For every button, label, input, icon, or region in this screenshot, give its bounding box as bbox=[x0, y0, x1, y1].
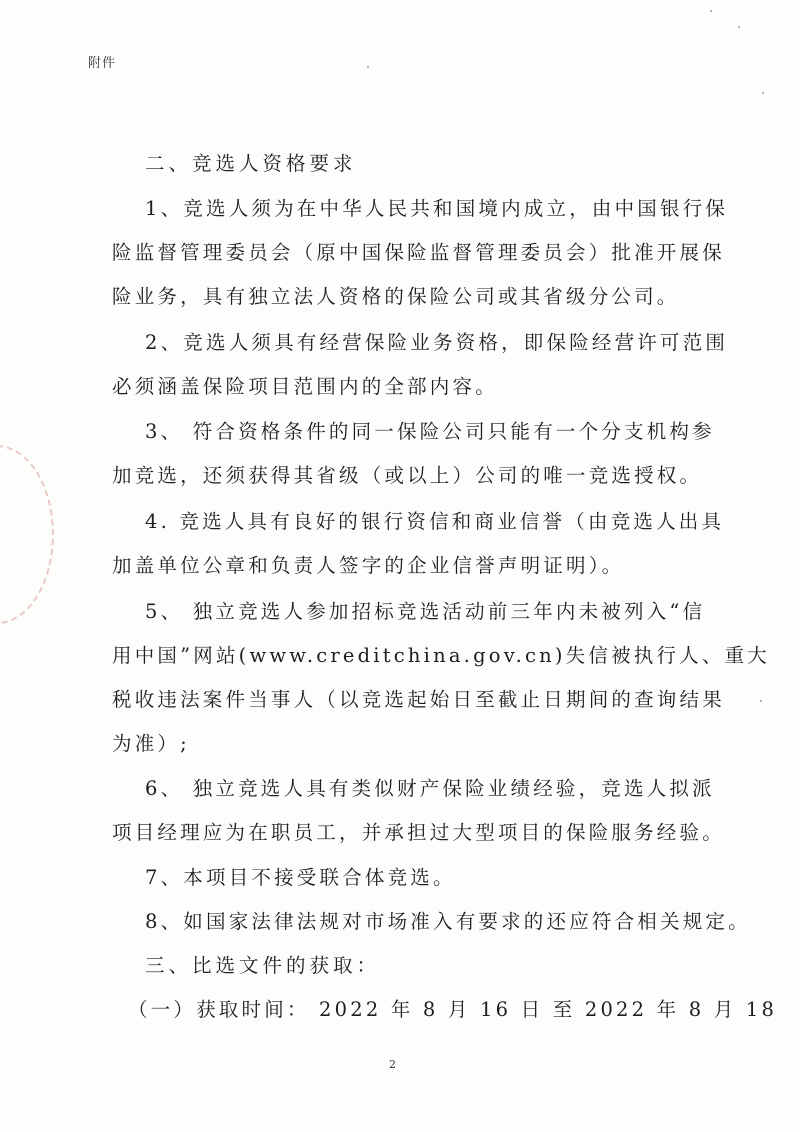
clause-3-line-1: 3、 符合资格条件的同一保险公司只能有一个分支机构参 bbox=[145, 420, 715, 443]
clause-5-line-4: 为准）; bbox=[112, 732, 190, 755]
clause-1-line-1: 1、竞选人须为在中华人民共和国境内成立，由中国银行保 bbox=[145, 197, 729, 220]
clause-1-line-3: 险业务，具有独立法人资格的保险公司或其省级分公司。 bbox=[112, 285, 680, 308]
scan-speck bbox=[738, 26, 740, 28]
scan-speck bbox=[367, 66, 369, 68]
clause-5-line-1: 5、 独立竞选人参加招标竞选活动前三年内未被列入“信 bbox=[145, 600, 706, 623]
section-2-heading: 二、竞选人资格要求 bbox=[145, 152, 357, 175]
clause-6-line-1: 6、 独立竞选人具有类似财产保险业绩经验，竞选人拟派 bbox=[145, 777, 715, 800]
page-number: 2 bbox=[389, 1058, 396, 1071]
scan-speck bbox=[710, 10, 712, 12]
section-3-heading: 三、比选文件的获取： bbox=[145, 954, 381, 977]
clause-2-line-2: 必须涵盖保险项目范围内的全部内容。 bbox=[112, 375, 498, 398]
clause-6-line-2: 项目经理应为在职员工，并承担过大型项目的保险服务经验。 bbox=[112, 821, 725, 844]
scan-speck bbox=[760, 700, 762, 702]
clause-8: 8、如国家法律法规对市场准入有要求的还应符合相关规定。 bbox=[145, 910, 751, 933]
clause-4-line-2: 加盖单位公章和负责人签字的企业信誉声明证明）。 bbox=[112, 554, 625, 577]
clause-3-line-2: 加竞选，还须获得其省级（或以上）公司的唯一竞选授权。 bbox=[112, 464, 703, 487]
clause-7: 7、本项目不接受联合体竞选。 bbox=[145, 866, 456, 889]
attachment-label: 附件 bbox=[88, 56, 117, 71]
scan-speck bbox=[762, 92, 764, 94]
clause-4-line-1: 4. 竞选人具有良好的银行资信和商业信誉（由竞选人出具 bbox=[145, 510, 725, 533]
red-seal-stamp-partial bbox=[0, 445, 54, 624]
clause-5-line-2: 用中国”网站(www.creditchina.gov.cn)失信被执行人、重大 bbox=[112, 644, 770, 667]
clause-2-line-1: 2、竞选人须具有经营保险业务资格，即保险经营许可范围 bbox=[145, 331, 729, 354]
clause-1-line-2: 险监督管理委员会（原中国保险监督管理委员会）批准开展保 bbox=[112, 241, 725, 264]
acquisition-time-line: （一）获取时间： 2022 年 8 月 16 日 至 2022 年 8 月 18 bbox=[128, 998, 778, 1021]
clause-5-line-3: 税收违法案件当事人（以竞选起始日至截止日期间的查询结果 bbox=[112, 688, 725, 711]
